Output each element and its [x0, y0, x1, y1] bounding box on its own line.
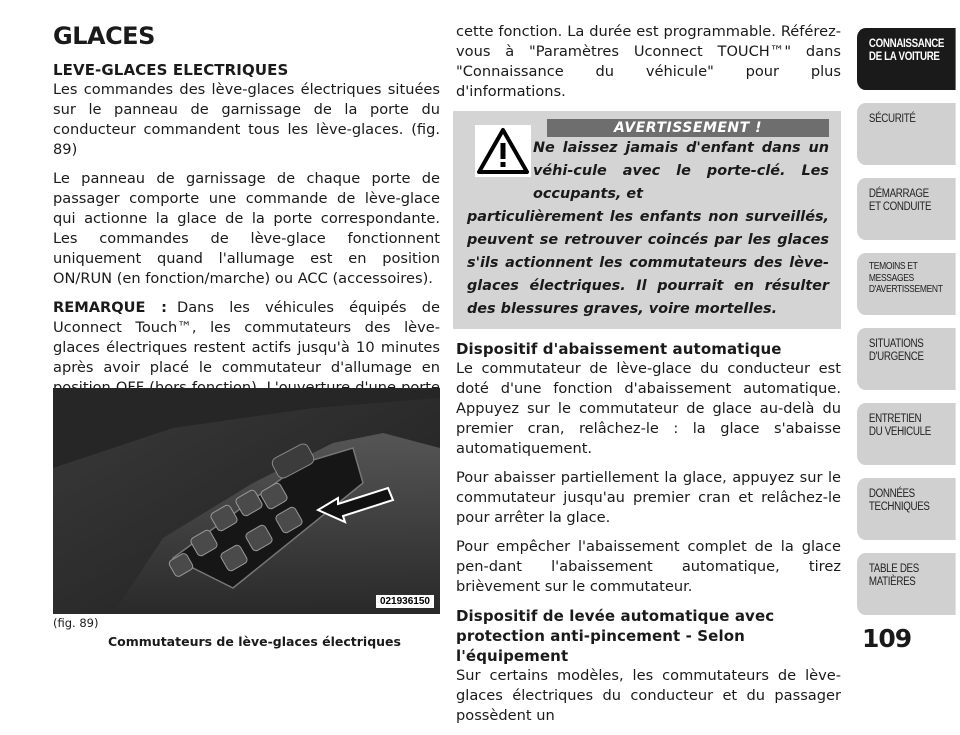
tab-table[interactable]: TABLE DES MATIÈRES — [857, 553, 956, 615]
tab-demarrage[interactable]: DÉMARRAGE ET CONDUITE — [857, 178, 956, 240]
warning-text: particulièrement les enfants non surveillés, peuvent se retrouver coincés par les glaces s'ils actionnent les commutateurs des lève-glaces électriques. Il pourrait en résulter des blessures graves, voire mortelles. — [467, 209, 829, 317]
chapter-tabs-sidebar — [857, 0, 960, 678]
section-heading: Dispositif de levée automatique avec protection anti-pincement - Selon l'équipement — [456, 607, 775, 665]
figure-caption: Commutateurs de lève-glaces électriques — [108, 634, 401, 649]
window-switch-panel-photo — [53, 388, 440, 614]
section-heading: LEVE-GLACES ELECTRIQUES — [53, 61, 289, 79]
tab-securite[interactable]: SÉCURITÉ — [857, 103, 956, 165]
warning-title: AVERTISSEMENT ! — [547, 119, 829, 137]
paragraph: cette fonction. La durée est programmable. Référez-vous à "Paramètres Uconnect TOUCH™" dans "Connaissance du véhicule" pour plus d'informations. — [456, 23, 841, 100]
page-number: 109 — [862, 624, 912, 653]
tab-entretien[interactable]: ENTRETIEN DU VEHICULE — [857, 403, 956, 465]
page-title: GLACES — [53, 22, 155, 50]
paragraph: Les commandes des lève-glaces électriques situées sur le panneau de garnissage de la porte du conducteur commandent tous les lève-glaces. (fig. 89) — [53, 81, 440, 158]
tab-connaissance[interactable]: CONNAISSANCE DE LA VOITURE — [857, 28, 956, 90]
paragraph: Pour abaisser partiellement la glace, appuyez sur le commutateur jusqu'au premier cran et relâchez-le pour arrêter la glace. — [456, 469, 841, 526]
paragraph: Le commutateur de lève-glace du conducteur est doté d'une fonction d'abaissement automatique. Appuyez sur le commutateur de glace au-delà du premier cran, relâchez-le : la glace s'abaisse automatiquement. — [456, 360, 841, 457]
paragraph: Pour empêcher l'abaissement complet de la glace pen-dant l'abaissement automatique, tirez brièvement sur le commutateur. — [456, 538, 841, 595]
figure-label: (fig. 89) — [53, 616, 99, 630]
warning-triangle-icon — [475, 125, 531, 177]
tab-temoins[interactable]: TEMOINS ET MESSAGES D'AVERTISSEMENT — [857, 253, 956, 315]
note-text: Dans les véhicules équipés de Uconnect Touch™, les commutateurs des lève-glaces électriques restent actifs jusqu'à 10 minutes après avoir placé le commutateur d'allumage en — [53, 299, 440, 376]
warning-text-first: Ne laissez jamais d'enfant dans un véhi-cule avec le porte-clé. Les occupants, et — [533, 140, 829, 202]
right-column — [456, 22, 841, 735]
note-label: REMARQUE : — [53, 299, 167, 316]
left-column — [53, 22, 440, 427]
figure-photo — [53, 388, 440, 614]
paragraph: Le panneau de garnissage de chaque porte de passager comporte une commande de lève-glace qui actionne la glace de la porte correspondante. Les commandes de lève-glace fonctionnent uniquement quand l'allumage est en position ON/RUN (en fonction/marche) ou ACC (accessoires). — [53, 170, 440, 287]
section-heading: Dispositif d'abaissement automatique — [456, 340, 782, 358]
warning-box — [453, 111, 841, 329]
paragraph: Sur certains modèles, les commutateurs de lève-glaces électriques du conducteur et du passager possèdent un — [456, 667, 841, 724]
tab-situations[interactable]: SITUATIONS D'URGENCE — [857, 328, 956, 390]
tab-donnees[interactable]: DONNÉES TECHNIQUES — [857, 478, 956, 540]
figure-code: 021936150 — [376, 595, 434, 608]
